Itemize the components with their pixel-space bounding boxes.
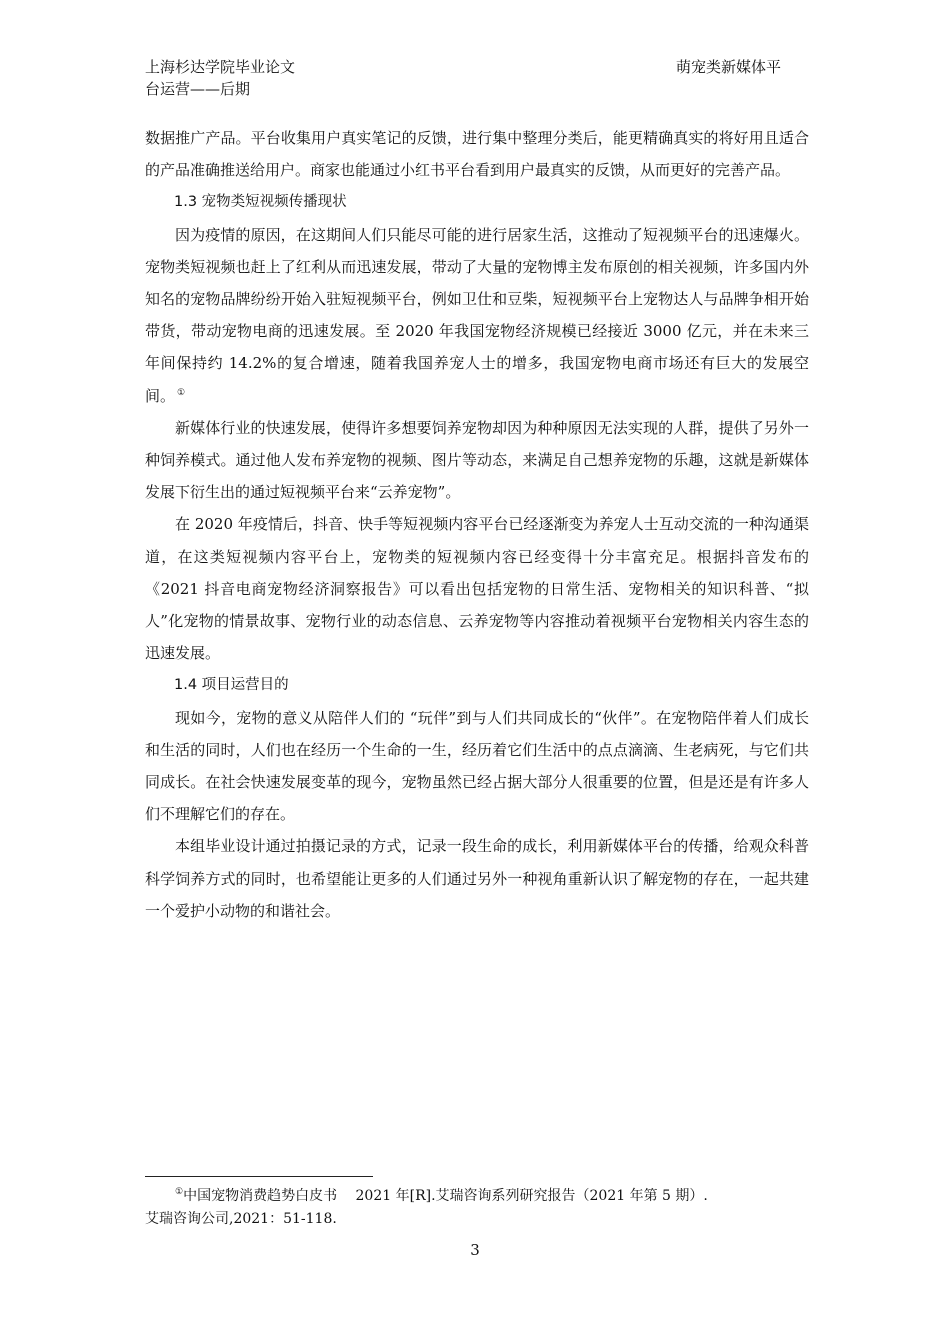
header-left-line-2: 台运营——后期	[145, 80, 251, 98]
footnote-reference-mark[interactable]: ①	[177, 387, 186, 398]
footnote-line-1	[145, 1185, 809, 1208]
footnote-line-2: 艾瑞咨询公司,2021：51-118.	[145, 1211, 337, 1227]
paragraph-project-goal: 本组毕业设计通过拍摄记录的方式，记录一段生命的成长，利用新媒体平台的传播，给观众科普科学饲养方式的同时，也希望能让更多的人们通过另外一种视角重新认识了解宠物的存在，一起共建一个爱护小动物的和谐社会。	[145, 837, 809, 920]
footnote-mark: ①	[175, 1187, 184, 1198]
running-header-right: 萌宠类新媒体平	[676, 58, 782, 76]
section-heading-1-3: 1.3 宠物类短视频传播现状	[174, 194, 347, 211]
page-number: 3	[470, 1241, 480, 1259]
paragraph-continued: 数据推广产品。平台收集用户真实笔记的反馈，进行集中整理分类后，能更精确真实的将好用且适合的产品准确推送给用户。商家也能通过小红书平台看到用户最真实的反馈，从而更好的完善产品。	[145, 129, 809, 180]
footnote-text-1: 中国宠物消费趋势白皮书 2021 年[R].艾瑞咨询系列研究报告（2021 年第 5 期）.	[183, 1188, 708, 1204]
paragraph-platform-content: 在 2020 年疫情后，抖音、快手等短视频内容平台已经逐渐变为养宠人士互动交流的一种沟通渠道，在这类短视频内容平台上，宠物类的短视频内容已经变得十分丰富充足。根据抖音发布的《2021 抖音电商宠物经济洞察报告》可以看出包括宠物的日常生活、宠物相关的知识科普、“拟人”化宠物的情景故事、宠物行业的动态信息、云养宠物等内容推动着视频平台宠物相关内容生态的迅速发展。	[145, 515, 809, 663]
paragraph-cloud-pets: 新媒体行业的快速发展，使得许多想要饲养宠物却因为种种原因无法实现的人群，提供了另外一种饲养模式。通过他人发布养宠物的视频、图片等动态，来满足自己想养宠物的乐趣，这就是新媒体发展下衍生出的通过短视频平台来“云养宠物”。	[145, 418, 809, 502]
page-body	[145, 122, 809, 927]
paragraph-short-video-status	[145, 219, 809, 412]
paragraph-pet-meaning: 现如今，宠物的意义从陪伴人们的 “玩伴”到与人们共同成长的“伙伴”。在宠物陪伴着人们成长和生活的同时，人们也在经历一个生命的一生，经历着它们生活中的点点滴滴、生老病死，与它们共同成长。在社会快速发展变革的现今，宠物虽然已经占据大部分人很重要的位置，但是还是有许多人们不理解它们的存在。	[145, 708, 809, 824]
running-header-left	[145, 56, 465, 100]
paragraph-text: 因为疫情的原因，在这期间人们只能尽可能的进行居家生活，这推动了短视频平台的迅速爆火。宠物类短视频也赶上了红利从而迅速发展，带动了大量的宠物博主发布原创的相关视频，许多国内外知名的宠物品牌纷纷开始入驻短视频平台，例如卫仕和豆柴，短视频平台上宠物达人与品牌争相开始带货，带动宠物电商的迅速发展。至 2020 年我国宠物经济规模已经接近 3000 亿元，并在未来三年间保持约 14.2%的复合增速，随着我国养宠人士的增多，我国宠物电商市场还有巨大的发展空间。	[145, 225, 809, 405]
section-heading-1-4: 1.4 项目运营目的	[174, 677, 289, 694]
header-left-line-1: 上海杉达学院毕业论文	[145, 58, 296, 76]
footnote	[145, 1185, 809, 1231]
footnote-divider	[145, 1176, 373, 1177]
